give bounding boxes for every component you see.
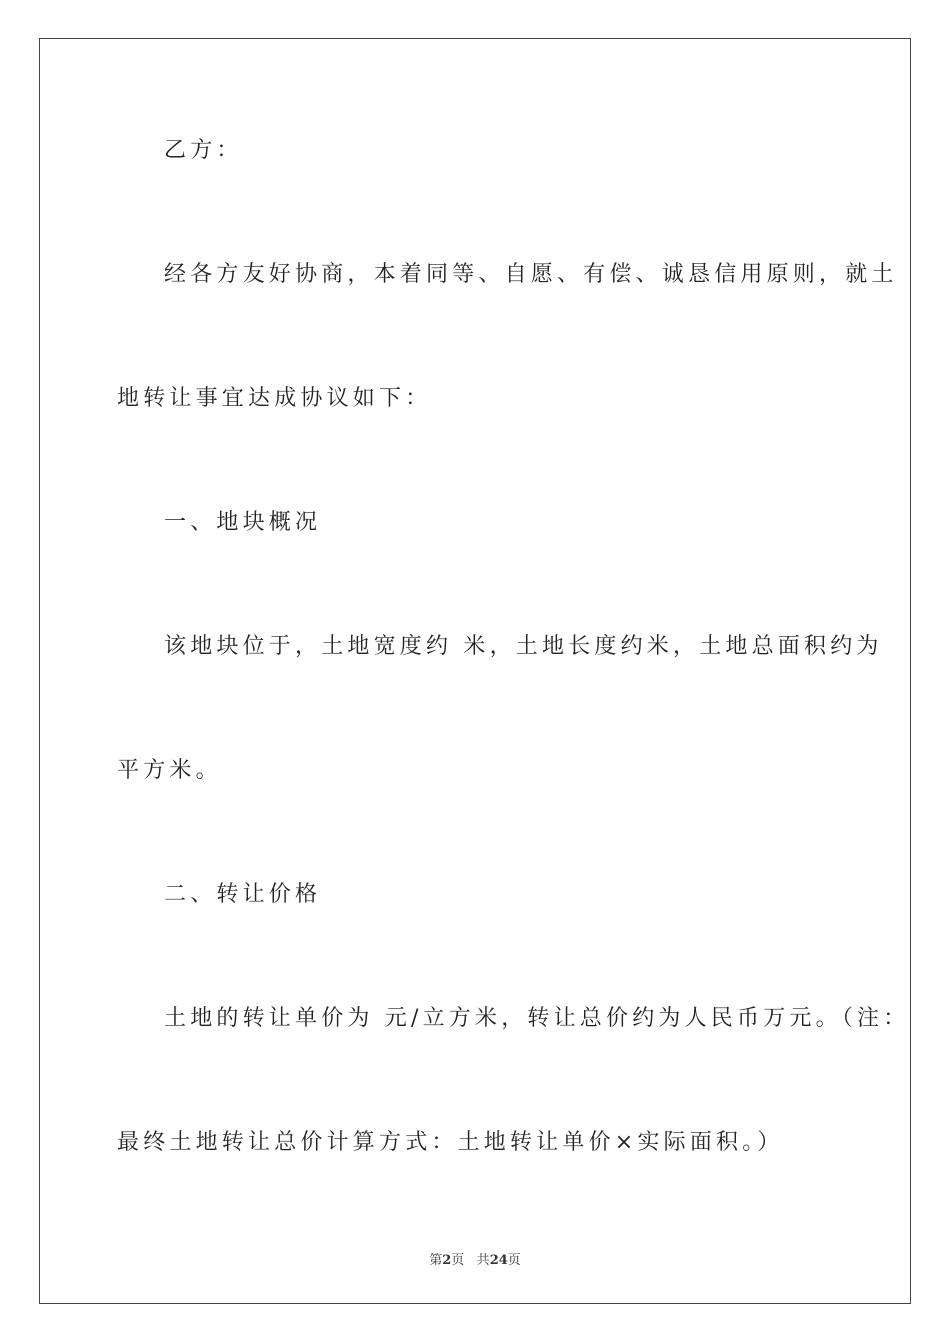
footer-total-pages: 24	[489, 1253, 508, 1268]
page-frame	[39, 38, 911, 1304]
section-heading-plot-overview: 一、地块概况	[164, 510, 322, 535]
body-paragraph-line: 该地块位于，土地宽度约 米，土地长度约米，土地总面积约为	[164, 634, 883, 659]
footer-page-number: 2	[442, 1253, 452, 1268]
section-heading-transfer-price: 二、转让价格	[164, 882, 322, 907]
page-footer	[0, 1249, 950, 1268]
footer-page-suffix: 页	[451, 1253, 465, 1268]
body-paragraph-line: 土地的转让单价为 元/立方米，转让总价约为人民币万元。（注：	[164, 1006, 910, 1031]
body-paragraph-line: 地转让事宜达成协议如下：	[117, 386, 432, 411]
footer-page-prefix: 第	[429, 1253, 443, 1268]
body-paragraph-line: 最终土地转让总价计算方式：土地转让单价×实际面积。）	[117, 1130, 784, 1155]
footer-total-suffix: 页	[507, 1253, 521, 1268]
party-b-label: 乙方：	[164, 138, 243, 163]
body-paragraph-line: 平方米。	[117, 758, 222, 783]
body-paragraph-line: 经各方友好协商，本着同等、自愿、有偿、诚恳信用原则，就土	[164, 262, 898, 287]
footer-total-prefix: 共	[476, 1253, 490, 1268]
